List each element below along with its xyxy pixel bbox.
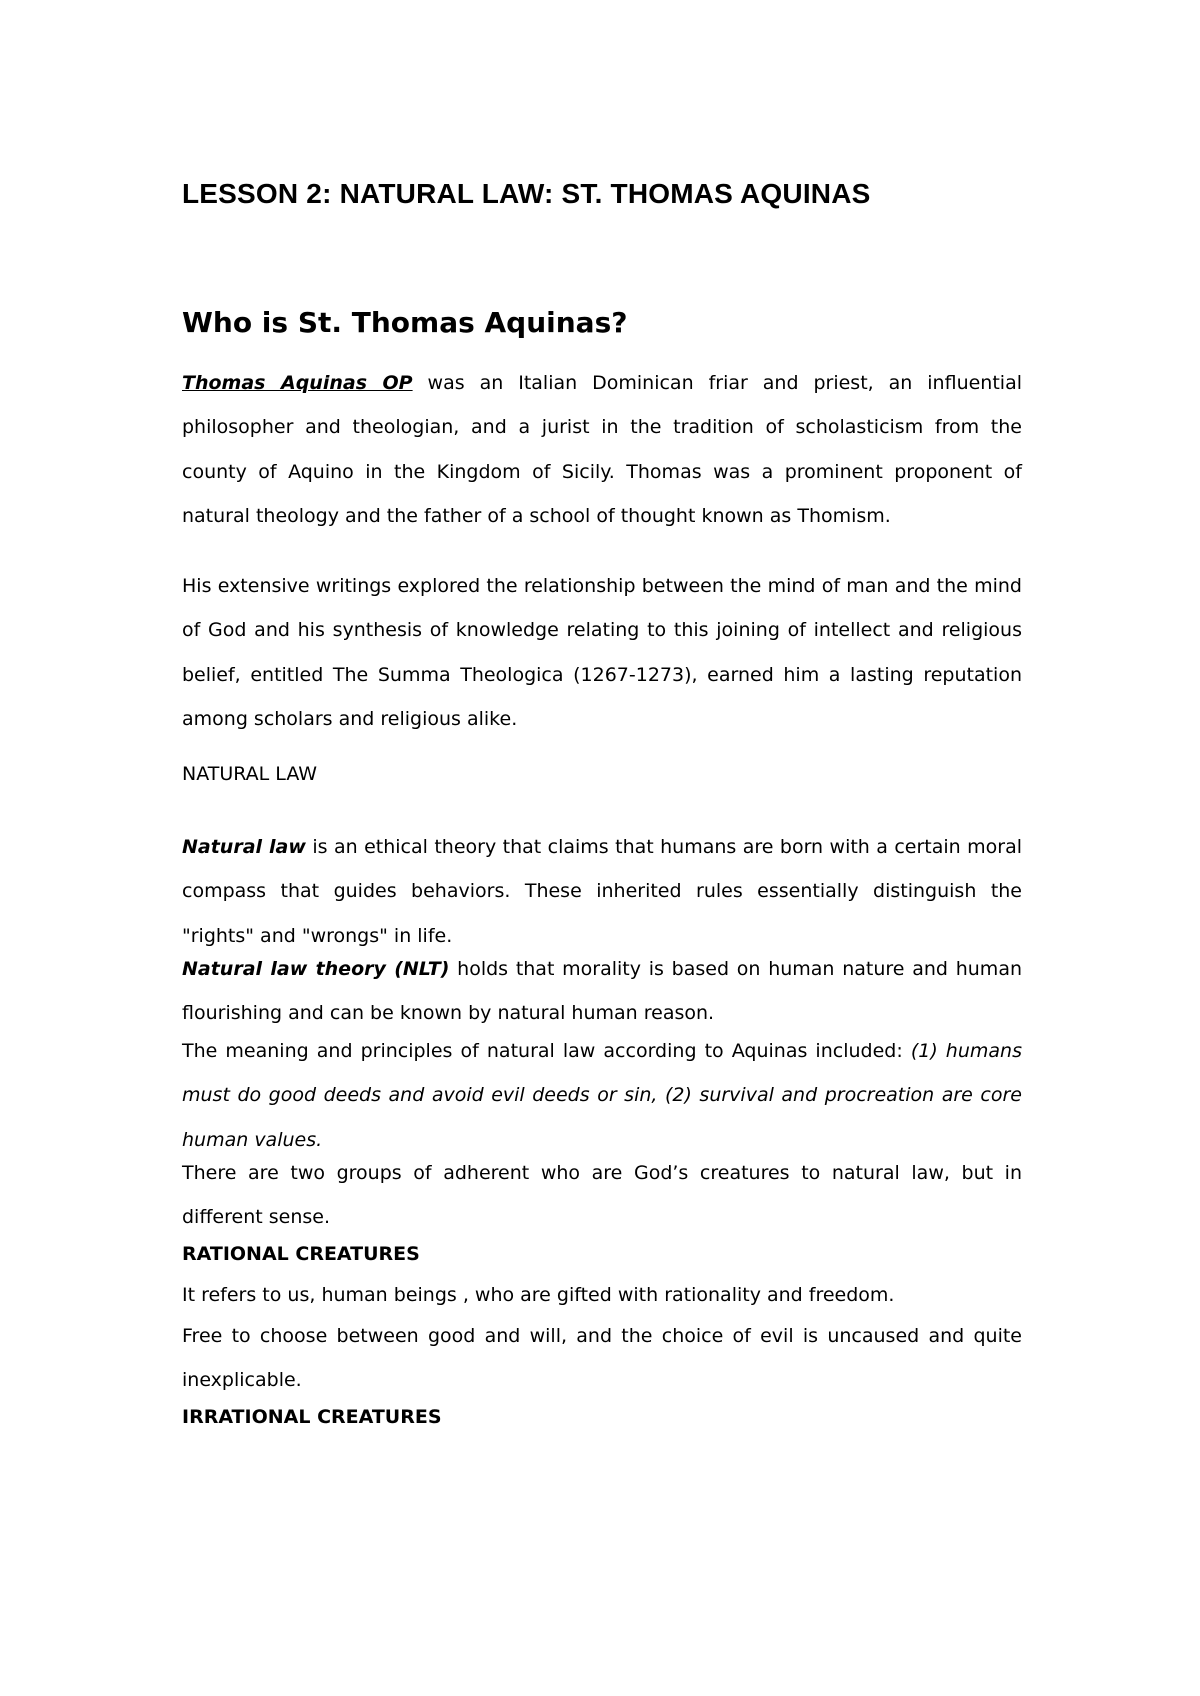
two-groups-paragraph: There are two groups of adherent who are God’s creatures to natural law, but in different sense.: [182, 1162, 1022, 1229]
intro-paragraph: [182, 361, 1022, 538]
natural-law-def-text: is an ethical theory that claims that humans are born with a certain moral compass that guides behaviors. These inherited rules essentially distinguish the "rights" and "wrongs" in life.: [182, 836, 1022, 947]
writings-paragraph: His extensive writings explored the relationship between the mind of man and the mind of God and his synthesis of knowledge relating to this joining of intellect and religious belief, entitled The Summa Theologica (1267-1273), earned him a lasting reputation among scholars and religious alike.: [182, 575, 1022, 730]
intro-name: Thomas Aquinas OP: [182, 372, 413, 394]
nlt-text: holds that morality is based on human nature and human flourishing and can be known by natural human reason.: [182, 958, 1023, 1025]
natural-law-definition: [182, 825, 1022, 958]
irrational-creatures-heading: IRRATIONAL CREATURES: [182, 1406, 442, 1428]
nlt-term: Natural law theory (NLT): [182, 958, 450, 980]
intro-text: was an Italian Dominican friar and priest, an influential philosopher and theologian, and a jurist in the tradition of scholasticism from the county of Aquino in the Kingdom of Sicily. Thomas was a prominent proponent of natural theology and the father of a school of thought known as Thomism.: [182, 372, 1022, 527]
lesson-title: LESSON 2: NATURAL LAW: ST. THOMAS AQUINAS: [182, 178, 871, 209]
principles-text: The meaning and principles of natural law according to Aquinas included:: [182, 1040, 911, 1062]
principles-list: (1) humans must do good deeds and avoid evil deeds or sin, (2) survival and procreation are core human values.: [182, 1040, 1022, 1151]
free-choice-paragraph: Free to choose between good and will, and the choice of evil is uncaused and quite inexplicable.: [182, 1325, 1022, 1392]
principles-paragraph: [182, 1029, 1022, 1162]
natural-law-heading: NATURAL LAW: [182, 763, 318, 785]
section-heading-who-is: Who is St. Thomas Aquinas?: [182, 306, 628, 339]
natural-law-term: Natural law: [182, 836, 306, 858]
rational-creatures-text: It refers to us, human beings , who are gifted with rationality and freedom.: [182, 1284, 895, 1306]
rational-creatures-heading: RATIONAL CREATURES: [182, 1243, 420, 1265]
nlt-paragraph: [182, 947, 1022, 1036]
